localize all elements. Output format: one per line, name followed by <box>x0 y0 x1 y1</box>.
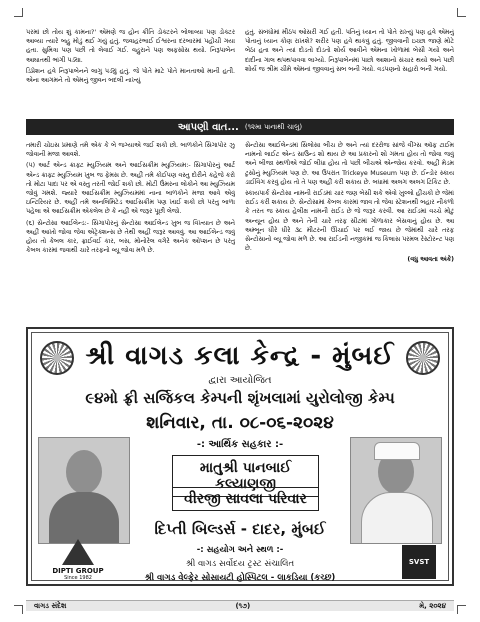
continued-note: (વધુ આવતા અંકે) <box>407 256 454 264</box>
article-paragraph: સ્કાયપાર્ક સેન્ટોસા નામની રાઈડમાં ચાર જણ બેસી શકે એવો ખુલ્લો હીંચકો છે જેમાં રાઈડ કરી શકાય છે. સેન્ટોસામાં કેબલ કારમાં જાવ તો જેવા સ્ટેશનથી બહાર નીકળો કે તરત જ સ્કાય હેલીક્ષ નામની રાઈડ છે જે જરૂર કરવી. આ રાઈડમાં વચ્ચે મોટું અન્યૂન હોય છે અને તેની ચારે તરફ સીટમાં ગોળાકાર બેસવાનું હોય છે. આ અમ્બૂન ધીરે ધીરે ૩૮ મીટરની ઊંચાઈ પર લઈ જાય છે જેમાંથી ચારે તરફ સેન્ટોસાનો વ્યૂ જોવા મળે છે. આ રાઈડની નજીકમાં જ કિલાસ પરમલ રેસ્ટોરન્ટ પણ છે. <box>245 190 454 253</box>
article-column-left <box>26 141 235 301</box>
camp-advertisement <box>26 327 454 586</box>
ad-builder: દિપ્તી બિલ્ડર્સ - દાદર, મુંબઈ <box>154 520 326 538</box>
ad-sponsor-line1: માતુશ્રી પાનબાઈ કલ્યાણજી <box>172 455 319 497</box>
logo-mark-icon <box>62 539 94 565</box>
section-subtitle: (૧૨મા પાનાથી ચાલુ) <box>244 122 303 131</box>
article-paragraph: તમારી ચોઇસ પ્રમાણે તમે એક કે બે જગ્યાએ જઈ શકો છો. બાળકોને સિંગાપોર ઝુ જોવાની મજા આવશે. <box>26 142 235 159</box>
crop-mark-top-left <box>14 8 23 17</box>
story-paragraph: હતું. સંબંધોમાં મીઠપ ઓસરી ગઈ હતી. પતિનું ધ્યાન તો પોતે રાખ્યું પણ હવે એમનું પોતાનું ધ્યાન કોણ રાખશે? શરીર પણ હવે થાકવું હતું. જીવવાની ઇચ્છા જાણે મોટે બેઠા હતા અને ત્યાં દોડતો દોડતો શોર્ય આવીને એમના ખોળામાં બેસી ગયો અને દાદીના ગાલ થપથપાવવા લાગ્યો. નિરૂપાબેનમાં પાછો આશાનો સંચાર થયો અને પછી શોર્ય જ શ્રીમ ચીમે એમનાં જીવવાનું સબ બની ગયો. વડપણનો સહારો બની ગયો. <box>245 29 454 73</box>
ad-inner-border <box>31 332 449 581</box>
crop-mark-top-right <box>457 8 466 17</box>
article-column-right <box>245 141 454 301</box>
ad-sponsor-line2: વીરજી સાવલા પરિવાર <box>172 487 319 511</box>
ad-date: શનિવાર, તા. ૦૮-૦૬-૨૦૨૪ <box>146 413 334 433</box>
ad-venue-label: -: સહયોગ અને સ્થળ :- <box>196 545 284 555</box>
story-column-left <box>26 28 235 115</box>
ad-organised-by: દ્વારા આયોજિત <box>208 375 272 386</box>
footer-page-number: (૧૭) <box>235 601 251 610</box>
crop-mark-bottom-left <box>14 605 23 614</box>
section-banner <box>26 119 454 135</box>
svst-logo: SVST <box>402 545 436 579</box>
article-paragraph: (૫) આર્ટ એન્ડ ક્રાફ્ટ મ્યુઝિયમ અને આઈસક્રીમ મ્યુઝિયમ:- સિંગાપોરનું આર્ટ એન્ડ ક્રાફ્ટ મ્યુઝિયમ ખુબ જ ફેમસ છે. અહીં તમે કોઈપણ વસ્તુ દોરીને કહેજે કરો તો મોટા પાદા પર એ વસ્તુ તરતી જોઈ શકો છો. મોટી ઉંમરના લોકોને આ મ્યુઝિયમ જોવું ગમશે. જ્યારે આઈસક્રીમ મ્યુઝિયમમાં નાના બાળકોને મજા આવે એવું ઇન્ટિરિયર છે. અહીં તમે અનલિમિટેડ આઈસક્રીમ પણ ખાઈ શકો છો પરંતુ બાળા પહેલા એ આઈસક્રીમ એકલેલ છે કે નહીં એ જરૂર પૂછી લેજો. <box>26 162 235 216</box>
ad-venue-line2: શ્રી વાગડ વેલ્ફેર સોસાયટી હોસ્પિટલ - લાકડિયા (કચ્છ) <box>144 573 336 583</box>
logo-since: Since 1982 <box>64 575 92 581</box>
article-paragraph: સેન્ટોસા આઈલેન્ડમાં સિલોસા બીચ છે અને ત્યાં દરરોજ સાંજે વીંગ્સ ઑફ ટાઈમ નામનો લાઈટ એન્ડ સાઉન્ડ શો થાય છે આ પ્રકારનો શો ગમતા હોય તો જોવા જવું અને બીજા સ્થળોએ જોઈ લીધા હોય તો પછી બીચએ એન્જોય કરવો. અહીં મેડમ ટુસોનું મ્યુઝિયમ પણ છે. આ ઉપરાંત Trickeye Museum પણ છે. ઈન્ડોર સ્કાય ડાઈવિંગ કરવું હોય તો તે પણ અહીં કરી શકાય છે. બધામાં અલગ અલગ ટિકિટ છે. <box>245 142 454 186</box>
story-paragraph: ડિપ્રેશન હવે નિરૂપાબેનને લાગુ પડ્યું હતું. જે પોતે માટે પોતે માનતાઓ માની હતી. એના આગમને તો એમનું જીવન બદલી નાખ્યું <box>26 67 235 85</box>
ad-camp-name: ૯૪મો ફ્રી સર્જિકલ કેમ્પની શૃંખલામાં યુરોલોજી કેમ્પ <box>85 389 395 407</box>
page-content <box>26 28 454 301</box>
footer-magazine-name: વાગડ સંદેશ <box>34 601 67 610</box>
crop-mark-bottom-right <box>457 605 466 614</box>
footer-issue-date: મે, ૨૦૨૪ <box>419 601 446 610</box>
ad-venue-line1: શ્રી વાગડ સર્વોદય ટ્રસ્ટ સંચાલિત <box>185 559 295 569</box>
ad-title: શ્રી વાગડ કલા કેન્દ્ર - મુંબઈ <box>85 341 395 371</box>
story-column-right <box>245 28 454 115</box>
story-paragraph: પરમાં છો તોય શું કામના?' એમણે જ હોન ક્રીતિ ડોક્ટરને બોલાવ્યા પણ ડોક્ટર આવ્યા ત્યારે બહુ મોડું થઈ ગયું હતું. જવાહરભાઈ ઈશ્વરના દરબારમાં પહોંચી ગયા હતા. સુમિત્રા પણ પછી તો લેવાઈ ગઈ. વહુરાને પણ અફસોસ થયો. નિરૂપાબેન આઘાતથી ભાંગી પડ્યા. <box>26 29 235 64</box>
dipti-group-logo <box>46 539 110 581</box>
page-footer <box>26 600 454 611</box>
section-title: આપણી વાત... <box>177 121 239 133</box>
ad-support-label: -: આર્થિક સહકાર :- <box>196 439 284 450</box>
story-continuation <box>26 28 454 115</box>
logo-name: DIPTI GROUP <box>52 567 104 575</box>
article-paragraph: (૬) સેન્ટોસા આઈલેન્ડ:- સિંગાપોરનું સેન્ટોસા આઈલેન્ડ ખુબ જ વિખ્યાત છે અને અહીં આખો જોવા જેવા એટ્રેક્શન્સ છે તેથી અહીં જરૂર આવવું. આ આઈલેન્ડ જવું હોય તો કેબલ કાર, ફ્રાઈવઈ કાર, બસ, મોનોરેલ વગેરે અનેક ઓપ્શન છે પરંતુ કેબલ કારમાં જવાથી ચારે તરફનો વ્યૂ જોવા મળે છે. <box>26 219 235 255</box>
article-body <box>26 141 454 301</box>
